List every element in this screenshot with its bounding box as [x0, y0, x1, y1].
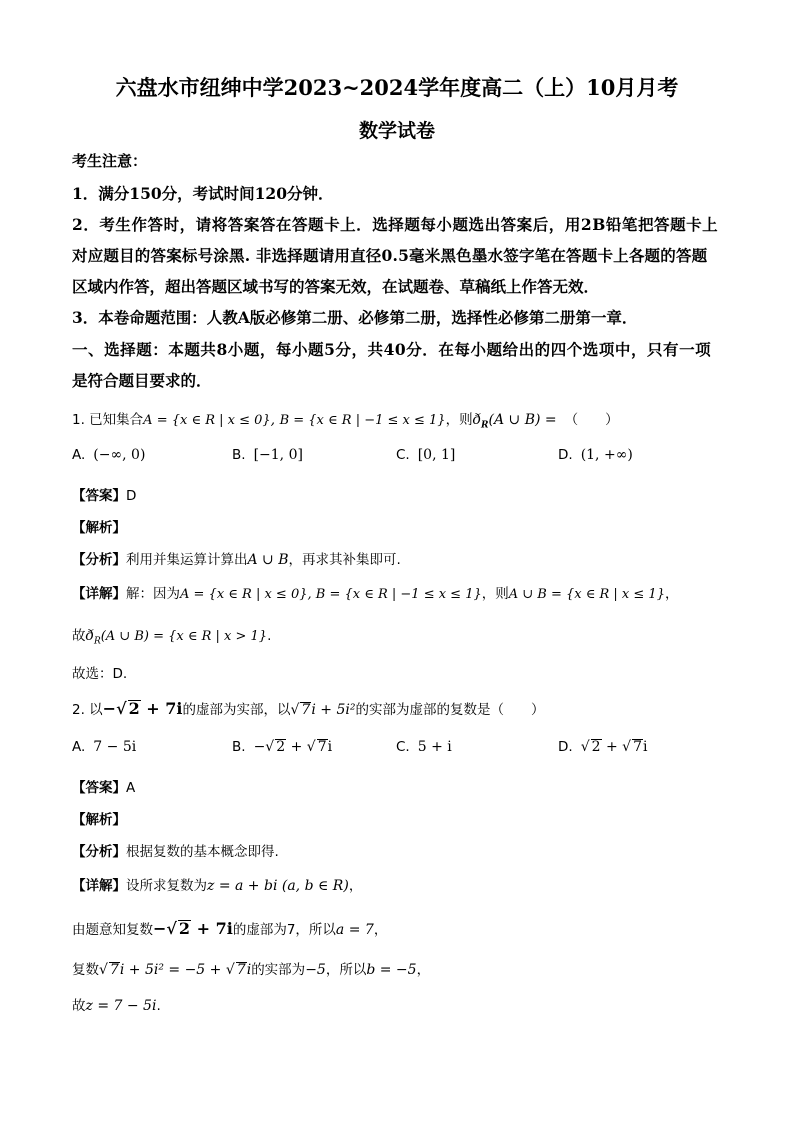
q1-detail: 【详解】解：因为A = {x ∈ R | x ≤ 0}, B = {x ∈ R | −1 ≤ x ≤ 1}，则A ∪ B = {x ∈ R | x ≤ 1}， [72, 586, 679, 602]
complement-sub: R [481, 420, 489, 431]
q1-option-a: A. (−∞, 0) [72, 447, 146, 463]
q2-analysis-tag: 【解析】 [72, 812, 126, 828]
notice-heading: 考生注意： [72, 152, 148, 170]
q2-option-a: A. 7 − 5i [72, 739, 137, 755]
question-1-prefix: 1. 已知集合 [72, 412, 144, 428]
q2-option-d: D. √ 2 + √ 7i [558, 739, 648, 755]
q1-fenxi: 【分析】利用并集运算计算出A ∪ B，再求其补集即可. [72, 552, 401, 568]
q2-detail-line-3: 复数√ 7i + 5i² = −5 + √ 7i的实部为−5，所以b = −5， [72, 962, 431, 978]
q2-detail-line-2: 由题意知复数−√ 2 + 7i的虚部为7，所以a = 7， [72, 919, 388, 938]
notice-item-2-line-3: 区域内作答，超出答题区域书写的答案无效，在试题卷、草稿纸上作答无效． [72, 277, 600, 296]
notice-item-1: 1．满分150分，考试时间120分钟． [72, 184, 334, 203]
q2-answer: 【答案】A [72, 780, 136, 796]
q2-detail: 【详解】设所求复数为z = a + bi (a, b ∈ R)， [72, 878, 363, 894]
q2-fenxi: 【分析】根据复数的基本概念即得. [72, 844, 279, 860]
question-1-stem [72, 408, 619, 431]
q1-analysis-tag: 【解析】 [72, 520, 126, 536]
complement-expr: (A ∪ B) = [488, 412, 557, 428]
exam-subtitle: 数学试卷 [358, 120, 435, 142]
notice-item-3: 3．本卷命题范围：人教A版必修第二册、必修第二册，选择性必修第二册第一章． [72, 308, 638, 327]
question-2-stem: 2. 以−√ 2 + 7i的虚部为实部，以√ 7i + 5i²的实部为虚部的复数是（ ） [72, 699, 545, 718]
set-b: B = {x ∈ R | −1 ≤ x ≤ 1} [279, 413, 446, 428]
q1-choose: 故选：D. [72, 666, 128, 682]
complement-symbol: ð [472, 412, 482, 428]
section-heading-line-1: 一、选择题：本题共8小题，每小题5分，共40分．在每小题给出的四个选项中，只有一项 [72, 340, 712, 359]
question-1-paren: （ ） [564, 412, 619, 428]
notice-item-2-line-1: 2．考生作答时，请将答案答在答题卡上．选择题每小题选出答案后，用2B铅笔把答题卡上 [72, 215, 719, 234]
exam-title: 六盘水市纽绅中学2023~2024学年度高二（上）10月月考 [115, 75, 679, 100]
q2-detail-line-4: 故z = 7 − 5i. [72, 998, 161, 1014]
notice-item-2-line-2: 对应题目的答案标号涂黑. 非选择题请用直径0.5毫米黑色墨水签字笔在答题卡上各题的答题 [72, 246, 708, 265]
set-a: A = {x ∈ R | x ≤ 0} [143, 413, 271, 428]
question-1-ask: ，则 [445, 412, 473, 428]
q1-option-b: B. [−1, 0] [232, 447, 303, 463]
q1-answer: 【答案】D [72, 488, 137, 504]
q2-option-b: B. −√ 2 + √ 7i [232, 739, 333, 755]
section-heading-line-2: 是符合题目要求的． [72, 371, 212, 390]
q2-option-c: C. 5 + i [396, 739, 452, 755]
set-sep: , [270, 412, 280, 428]
q1-option-d: D. (1, +∞) [558, 447, 633, 463]
q1-complement: 故$ð_R(A$ ∪ B) = {x ∈ R | x > 1}. [72, 628, 272, 647]
q1-option-c: C. [0, 1] [396, 447, 456, 463]
